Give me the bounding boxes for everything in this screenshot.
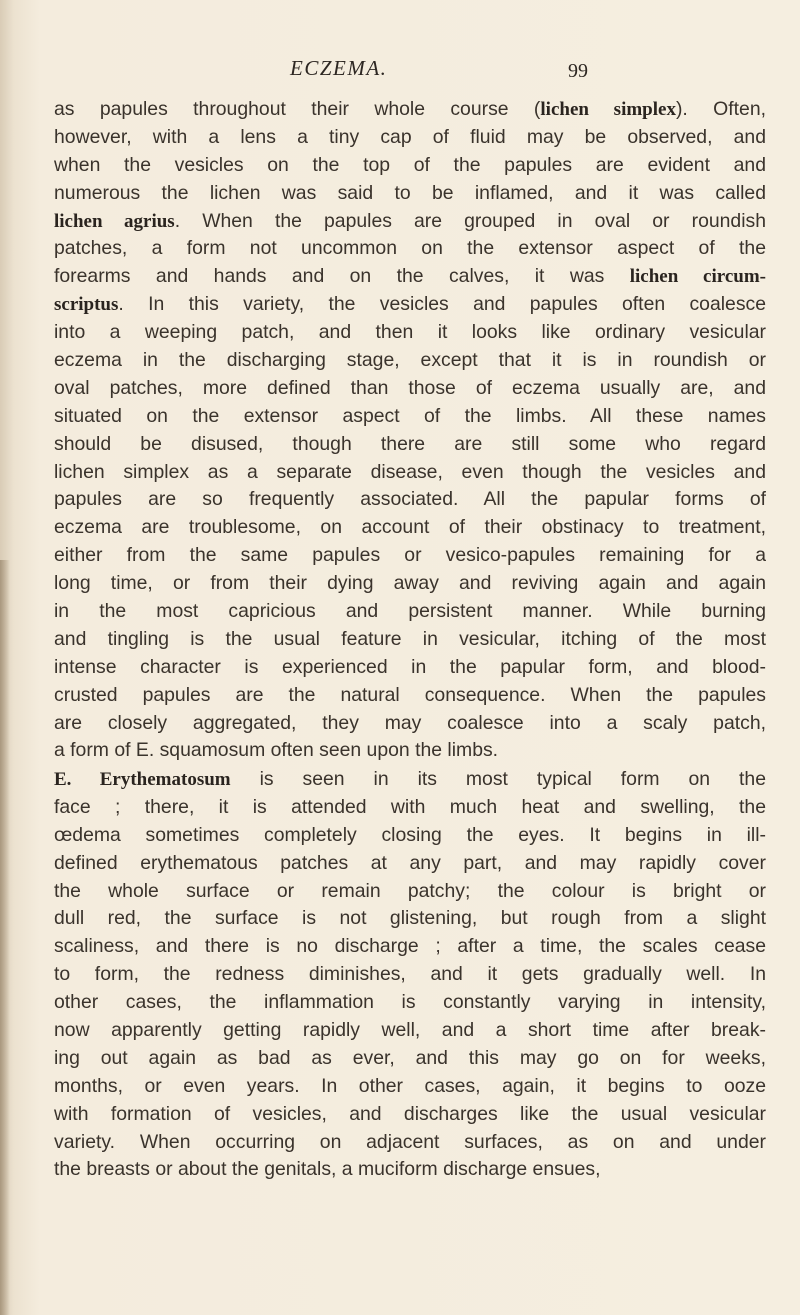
text-line	[54, 208, 766, 236]
text-line	[54, 905, 766, 933]
line-text: face ; there, it is attended with much heat and swelling, the	[54, 795, 766, 818]
line-text: months, or even years. In other cases, again, it begins to ooze	[54, 1074, 766, 1097]
text-line	[54, 794, 766, 822]
text-line	[54, 180, 766, 208]
line-text: variety. When occurring on adjacent surfaces, as on and under	[54, 1130, 766, 1153]
text-line	[54, 598, 766, 626]
line-text: . When the papules are grouped in oval or roundish	[174, 209, 766, 232]
line-text: the breasts or about the genitals, a muciform discharge ensues,	[54, 1158, 601, 1181]
text-line	[54, 933, 766, 961]
line-text: scaliness, and there is no discharge ; after a time, the scales cease	[54, 935, 766, 958]
text-line	[54, 1073, 766, 1101]
running-head-title: ECZEMA.	[290, 56, 388, 80]
line-text: a form of E. squamosum often seen upon the limbs.	[54, 739, 499, 762]
paragraph-erythematosum	[54, 766, 766, 1184]
line-text: either from the same papules or vesico-papules remaining for a	[54, 544, 766, 567]
line-text: the whole surface or remain patchy; the colour is bright or	[54, 879, 766, 902]
line-text: however, with a lens a tiny cap of fluid may be observed, and	[54, 125, 766, 148]
line-text: papules are so frequently associated. All the papular forms of	[54, 488, 766, 511]
bold-term: lichen simplex	[540, 99, 676, 120]
text-line	[54, 375, 766, 403]
text-line	[54, 486, 766, 514]
text-line	[54, 96, 766, 124]
text-line	[54, 1045, 766, 1073]
text-line	[54, 459, 766, 487]
text-line	[54, 1129, 766, 1157]
text-line	[54, 961, 766, 989]
line-text: . In this variety, the vesicles and papules often coalesce	[118, 293, 766, 316]
text-line	[54, 850, 766, 878]
text-line	[54, 291, 766, 319]
line-text: other cases, the inflammation is constantly varying in intensity,	[54, 991, 766, 1014]
text-line	[54, 319, 766, 347]
paragraph-lichen-forms	[54, 96, 766, 765]
text-line	[54, 989, 766, 1017]
line-text: oval patches, more defined than those of eczema usually are, and	[54, 376, 766, 399]
line-text: and tingling is the usual feature in vesicular, itching of the most	[54, 627, 766, 650]
text-line	[54, 1017, 766, 1045]
line-text: eczema in the discharging stage, except that it is in roundish or	[54, 349, 766, 372]
text-line	[54, 878, 766, 906]
text-line	[54, 235, 766, 263]
paragraph-text	[54, 96, 766, 765]
text-line	[54, 1101, 766, 1129]
text-line	[54, 152, 766, 180]
paragraph-text	[54, 766, 766, 1184]
text-line	[54, 542, 766, 570]
text-line	[54, 431, 766, 459]
line-text: ing out again as bad as ever, and this may go on for weeks,	[54, 1046, 766, 1069]
bold-term: lichen agrius	[54, 210, 175, 232]
text-line	[54, 263, 766, 291]
line-text: into a weeping patch, and then it looks like ordinary vesicular	[54, 321, 766, 344]
text-line	[54, 822, 766, 850]
bold-term: scriptus	[54, 294, 119, 316]
line-text: long time, or from their dying away and reviving again and again	[54, 572, 766, 595]
text-line	[54, 710, 766, 738]
line-text: with formation of vesicles, and discharges like the usual vesicular	[54, 1102, 766, 1125]
line-text: intense character is experienced in the papular form, and blood-	[54, 655, 766, 678]
line-text: numerous the lichen was said to be inflamed, and it was called	[54, 181, 766, 204]
text-line	[54, 766, 766, 794]
line-text: lichen simplex as a separate disease, even though the vesicles and	[54, 460, 766, 483]
bold-term: E. Erythematosum	[54, 769, 231, 790]
line-text: in the most capricious and persistent manner. While burning	[54, 600, 766, 623]
line-text: as papules throughout their whole course (	[54, 98, 541, 120]
line-text: patches, a form not uncommon on the extensor aspect of the	[54, 237, 766, 260]
line-text: are closely aggregated, they may coalesce into a scaly patch,	[54, 711, 766, 734]
line-text: when the vesicles on the top of the papules are evident and	[54, 153, 766, 176]
text-line	[54, 654, 766, 682]
text-line	[54, 124, 766, 152]
text-line	[54, 514, 766, 542]
line-text: forearms and hands and on the calves, it was	[54, 265, 630, 288]
line-text: eczema are troublesome, on account of their obstinacy to treatment,	[54, 516, 766, 539]
text-line	[54, 570, 766, 598]
line-text: dull red, the surface is not glistening, but rough from a slight	[54, 907, 766, 930]
text-line	[54, 626, 766, 654]
line-text: is seen in its most typical form on the	[230, 768, 766, 790]
text-line	[54, 737, 766, 765]
text-line	[54, 403, 766, 431]
line-text: now apparently getting rapidly well, and a short time after break-	[54, 1019, 766, 1042]
line-text: defined erythematous patches at any part, and may rapidly cover	[54, 851, 766, 874]
running-head	[0, 56, 800, 86]
line-text: crusted papules are the natural consequence. When the papules	[54, 683, 766, 706]
text-line	[54, 1156, 766, 1184]
bold-term: lichen circum-	[629, 266, 766, 288]
line-text: œdema sometimes completely closing the eyes. It begins in ill-	[54, 823, 766, 846]
line-text: should be disused, though there are still some who regard	[54, 432, 766, 455]
page-number: 99	[568, 60, 588, 82]
line-text: to form, the redness diminishes, and it gets gradually well. In	[54, 963, 766, 986]
line-text: ). Often,	[675, 98, 766, 120]
line-text: situated on the extensor aspect of the limbs. All these names	[54, 404, 766, 427]
text-line	[54, 682, 766, 710]
binding-shadow	[0, 560, 10, 1315]
text-line	[54, 347, 766, 375]
